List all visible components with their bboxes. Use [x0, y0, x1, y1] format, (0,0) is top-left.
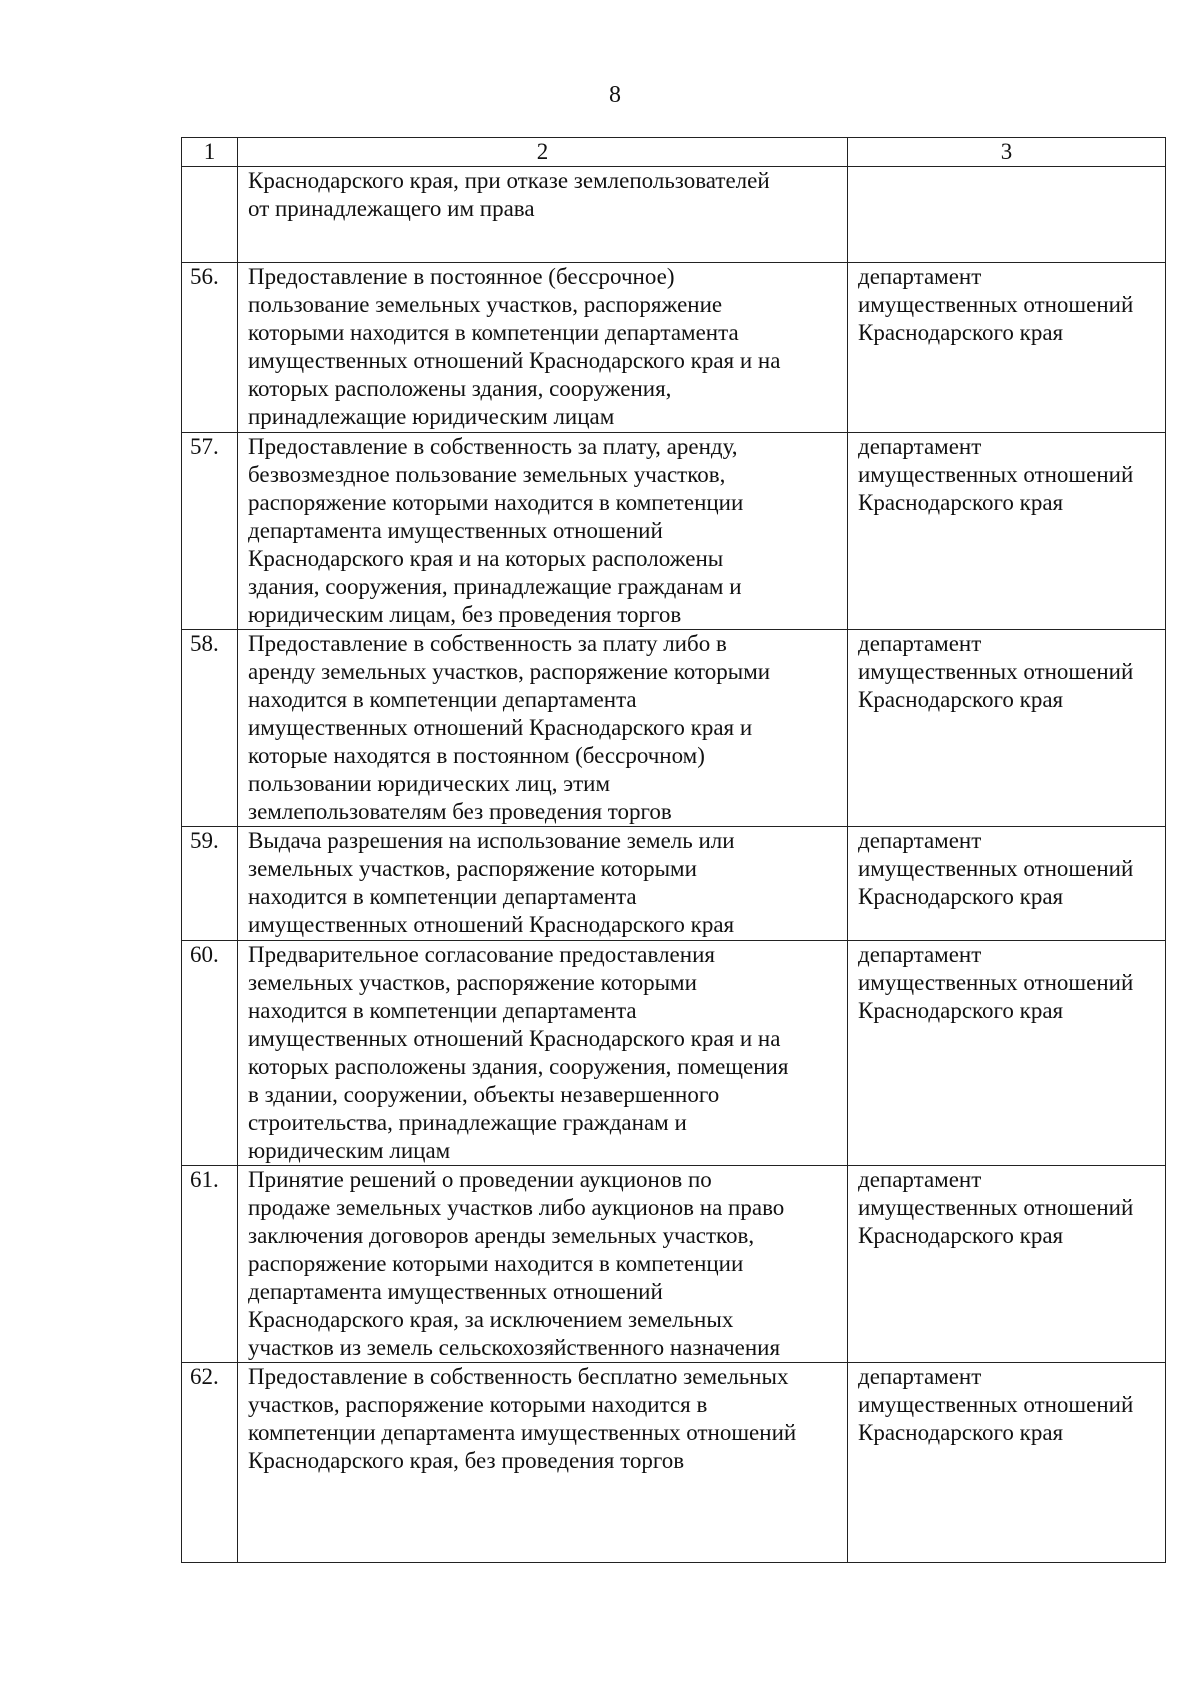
- row-number: 56.: [182, 263, 238, 433]
- row-authority: департамент имущественных отношений Краснодарского края: [848, 827, 1166, 941]
- row-description: Краснодарского края, при отказе землепользователей от принадлежащего им права: [238, 167, 848, 263]
- row-number: 59.: [182, 827, 238, 941]
- row-authority: [848, 167, 1166, 263]
- table-row: [182, 1166, 1166, 1363]
- row-description: Принятие решений о проведении аукционов по продаже земельных участков либо аукционов на право заключения договоров аренды земельных участков, распоряжение которыми находится в компетенции департамента имущественных отношений Краснодарского края, за исключением земельных участков из земель сельскохозяйственного назначения: [238, 1166, 848, 1363]
- row-description: Предоставление в собственность за плату, аренду, безвозмездное пользование земельных участков, распоряжение которыми находится в компетенции департамента имущественных отношений Краснодарского края и на которых расположены здания, сооружения, принадлежащие гражданам и юридическим лицам, без проведения торгов: [238, 433, 848, 630]
- row-description: Предварительное согласование предоставления земельных участков, распоряжение которыми находится в компетенции департамента имущественных отношений Краснодарского края и на которых расположены здания, сооружения, помещения в здании, сооружении, объекты незавершенного строительства, принадлежащие гражданам и юридическим лицам: [238, 941, 848, 1166]
- row-description: Выдача разрешения на использование земель или земельных участков, распоряжение которыми находится в компетенции департамента имущественных отношений Краснодарского края: [238, 827, 848, 941]
- table-row: [182, 630, 1166, 827]
- row-authority: департамент имущественных отношений Краснодарского края: [848, 630, 1166, 827]
- row-authority: департамент имущественных отношений Краснодарского края: [848, 1363, 1166, 1563]
- table-row: [182, 827, 1166, 941]
- table-row: [182, 167, 1166, 263]
- row-authority: департамент имущественных отношений Краснодарского края: [848, 941, 1166, 1166]
- row-description: Предоставление в собственность за плату либо в аренду земельных участков, распоряжение которыми находится в компетенции департамента имущественных отношений Краснодарского края и которые находятся в постоянном (бессрочном) пользовании юридических лиц, этим землепользователям без проведения торгов: [238, 630, 848, 827]
- row-number: [182, 167, 238, 263]
- row-number: 61.: [182, 1166, 238, 1363]
- row-number: 58.: [182, 630, 238, 827]
- services-table: [181, 137, 1166, 1563]
- row-number: 57.: [182, 433, 238, 630]
- table-row: [182, 263, 1166, 433]
- row-number: 60.: [182, 941, 238, 1166]
- row-description: Предоставление в постоянное (бессрочное) пользование земельных участков, распоряжение которыми находится в компетенции департамента имущественных отношений Краснодарского края и на которых расположены здания, сооружения, принадлежащие юридическим лицам: [238, 263, 848, 433]
- column-header-description: 2: [238, 138, 848, 167]
- row-description: Предоставление в собственность бесплатно земельных участков, распоряжение которыми находится в компетенции департамента имущественных отношений Краснодарского края, без проведения торгов: [238, 1363, 848, 1563]
- column-header-number: 1: [182, 138, 238, 167]
- page-number: 8: [609, 82, 621, 108]
- row-authority: департамент имущественных отношений Краснодарского края: [848, 263, 1166, 433]
- table-row: [182, 433, 1166, 630]
- table-row: [182, 941, 1166, 1166]
- row-authority: департамент имущественных отношений Краснодарского края: [848, 433, 1166, 630]
- column-header-authority: 3: [848, 138, 1166, 167]
- row-authority: департамент имущественных отношений Краснодарского края: [848, 1166, 1166, 1363]
- table-header-row: [182, 138, 1166, 167]
- row-number: 62.: [182, 1363, 238, 1563]
- table-row: [182, 1363, 1166, 1563]
